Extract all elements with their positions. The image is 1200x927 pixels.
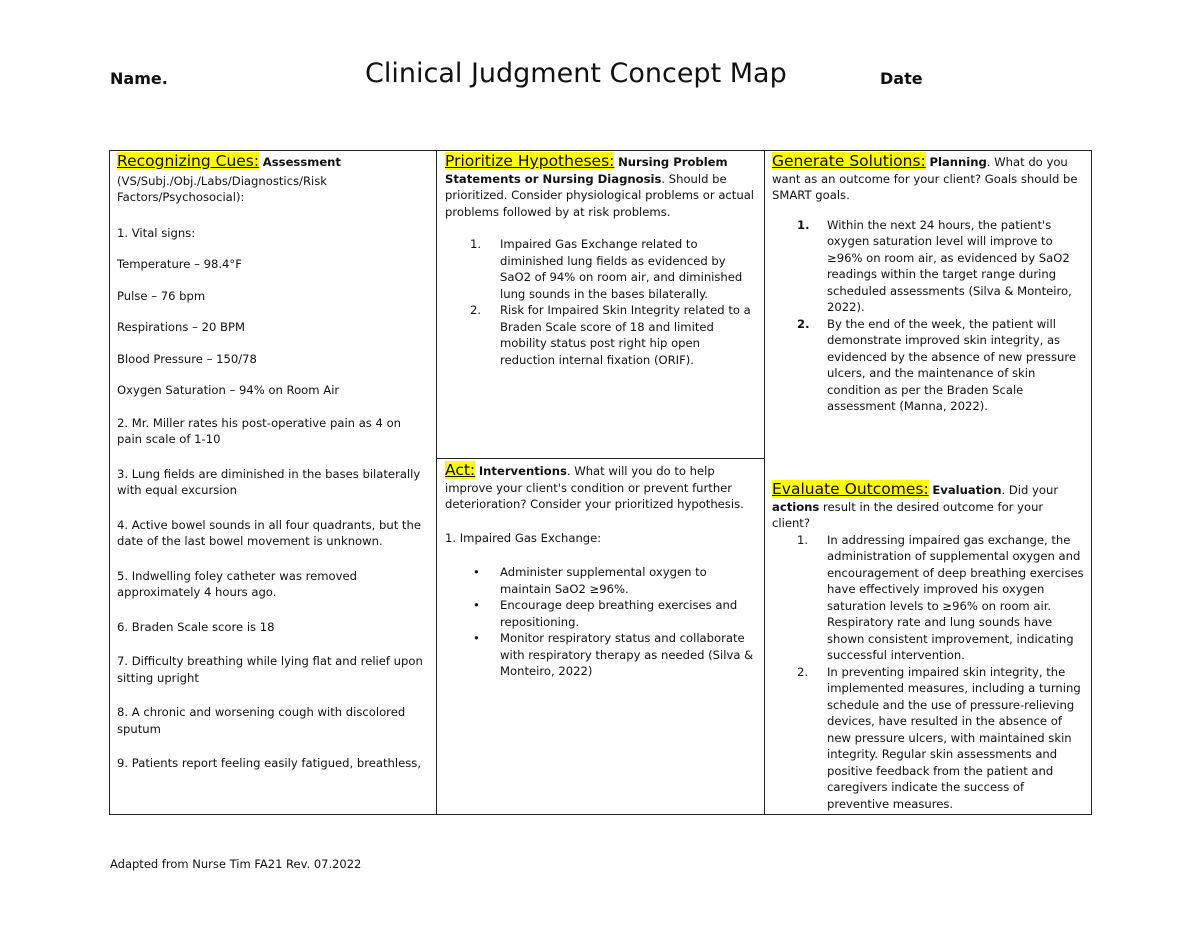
assessment-item: 4. Active bowel sounds in all four quadrants, but the date of the last bowel movement is unknown. bbox=[117, 517, 421, 548]
recognizing-cues-cell bbox=[117, 153, 429, 772]
vital-blood-pressure: Blood Pressure – 150/78 bbox=[117, 351, 257, 366]
prioritize-hypotheses-intro: . Should be prioritized. Consider physiological problems or actual problems followed by at risk problems. bbox=[445, 171, 755, 219]
evaluate-intro-c: result in the desired outcome for your client? bbox=[772, 499, 1044, 530]
act-subheading: Interventions bbox=[478, 464, 567, 478]
assessment-item: 9. Patients report feeling easily fatigued, breathless, bbox=[117, 756, 422, 770]
list-number: 2. bbox=[470, 303, 482, 317]
list-number: 1. bbox=[797, 532, 809, 547]
bullet: • bbox=[473, 565, 480, 579]
column-divider bbox=[436, 150, 437, 815]
nursing-diagnosis-text: Impaired Gas Exchange related to diminished lung fields as evidenced by SaO2 of 94% on room air, and diminished lung sounds in the bases bilaterally. bbox=[500, 237, 743, 301]
evaluate-intro-b: actions bbox=[772, 499, 820, 514]
list-number: 2. bbox=[797, 316, 810, 331]
row-divider bbox=[436, 458, 764, 459]
bullet: • bbox=[473, 631, 480, 645]
evaluate-intro-a: . Did your bbox=[1001, 483, 1059, 497]
intervention-item bbox=[445, 597, 757, 630]
assessment-item: 8. A chronic and worsening cough with discolored sputum bbox=[117, 705, 406, 736]
evaluate-outcomes-heading: Evaluate Outcomes: bbox=[772, 480, 929, 498]
recognizing-cues-intro: (VS/Subj./Obj./Labs/Diagnostics/Risk Factors/Psychosocial): bbox=[117, 173, 327, 204]
intervention-text: Administer supplemental oxygen to maintain SaO2 ≥96%. bbox=[500, 565, 707, 596]
name-label: Name. bbox=[110, 69, 168, 88]
smart-goal-text: By the end of the week, the patient will demonstrate improved skin integrity, as evidenced by the absence of new pressure ulcers, and the maintenance of skin condition as per the Braden Scale assessment (Manna, 2022). bbox=[827, 316, 1076, 413]
vital-oxygen-saturation: Oxygen Saturation – 94% on Room Air bbox=[117, 383, 340, 397]
evaluate-outcomes-subheading: Evaluation bbox=[932, 483, 1002, 497]
assessment-item: 7. Difficulty breathing while lying flat and relief upon sitting upright bbox=[117, 654, 423, 685]
vital-temperature: Temperature – 98.4°F bbox=[117, 257, 242, 271]
column-divider bbox=[764, 150, 765, 815]
evaluation-item bbox=[772, 664, 1084, 813]
evaluation-text: In addressing impaired gas exchange, the administration of supplemental oxygen and encouragement of deep breathing exercises have effectively improved his oxygen saturation levels to ≥96% on room air. Respiratory rate and lung sounds have shown consistent improvement, indicating successful intervention. bbox=[827, 532, 1084, 662]
list-number: 1. bbox=[797, 217, 810, 232]
intervention-item bbox=[445, 564, 757, 597]
generate-solutions-subheading: Planning bbox=[929, 155, 987, 169]
evaluation-item bbox=[772, 532, 1084, 664]
prioritize-hypotheses-subheading: Nursing Problem Statements or Nursing Diagnosis bbox=[445, 155, 728, 186]
smart-goal-item bbox=[772, 217, 1084, 316]
act-heading: Act: bbox=[445, 461, 476, 479]
generate-solutions-cell bbox=[772, 153, 1084, 415]
footer-note: Adapted from Nurse Tim FA21 Rev. 07.2022 bbox=[110, 857, 362, 871]
vital-pulse: Pulse – 76 bpm bbox=[117, 288, 206, 303]
bullet: • bbox=[473, 598, 480, 612]
act-cell bbox=[445, 462, 757, 680]
smart-goal-text: Within the next 24 hours, the patient's oxygen saturation level will improve to ≥96% on room air, as evidenced by SaO2 readings within the target range during scheduled assessments (Silva & Monteiro, 2022). bbox=[827, 217, 1072, 314]
act-intro: . What will you do to help improve your client's condition or prevent further deterioration? Consider your prioritized hypothesis. bbox=[445, 464, 744, 511]
assessment-item: 6. Braden Scale score is 18 bbox=[117, 619, 275, 634]
evaluate-outcomes-cell bbox=[772, 481, 1084, 812]
nursing-diagnosis-item bbox=[445, 236, 757, 302]
date-label: Date bbox=[880, 69, 923, 88]
generate-solutions-heading: Generate Solutions: bbox=[772, 152, 926, 170]
generate-solutions-intro: . What do you want as an outcome for your client? Goals should be SMART goals. bbox=[772, 155, 1078, 202]
evaluation-text: In preventing impaired skin integrity, the implemented measures, including a turning schedule and the use of pressure-relieving devices, have resulted in the absence of new pressure ulcers, with maintained skin integrity. Regular skin assessments and positive feedback from the patient and caregivers indicate the success of preventive measures. bbox=[827, 664, 1081, 811]
nursing-diagnosis-item bbox=[445, 302, 757, 368]
intervention-subheading: 1. Impaired Gas Exchange: bbox=[445, 530, 602, 545]
assessment-item: 3. Lung fields are diminished in the bases bilaterally with equal excursion bbox=[117, 466, 421, 497]
assessment-item: 5. Indwelling foley catheter was removed approximately 4 hours ago. bbox=[117, 568, 357, 599]
list-number: 1. bbox=[470, 237, 482, 251]
intervention-text: Monitor respiratory status and collaborate with respiratory therapy as needed (Silva & Monteiro, 2022) bbox=[500, 631, 754, 678]
smart-goal-item bbox=[772, 316, 1084, 415]
prioritize-hypotheses-cell bbox=[445, 153, 757, 368]
vital-signs-label: 1. Vital signs: bbox=[117, 225, 196, 240]
intervention-item bbox=[445, 630, 757, 680]
list-number: 2. bbox=[797, 664, 809, 679]
recognizing-cues-heading: Recognizing Cues: bbox=[117, 152, 260, 170]
prioritize-hypotheses-heading: Prioritize Hypotheses: bbox=[445, 152, 615, 170]
page-title: Clinical Judgment Concept Map bbox=[365, 58, 787, 89]
assessment-item: 2. Mr. Miller rates his post-operative pain as 4 on pain scale of 1-10 bbox=[117, 415, 402, 446]
intervention-text: Encourage deep breathing exercises and repositioning. bbox=[500, 598, 738, 629]
nursing-diagnosis-text: Risk for Impaired Skin Integrity related to a Braden Scale score of 18 and limited mobility status post right hip open reduction internal fixation (ORIF). bbox=[500, 303, 751, 367]
recognizing-cues-subheading: Assessment bbox=[262, 155, 341, 169]
vital-respirations: Respirations – 20 BPM bbox=[117, 320, 245, 334]
